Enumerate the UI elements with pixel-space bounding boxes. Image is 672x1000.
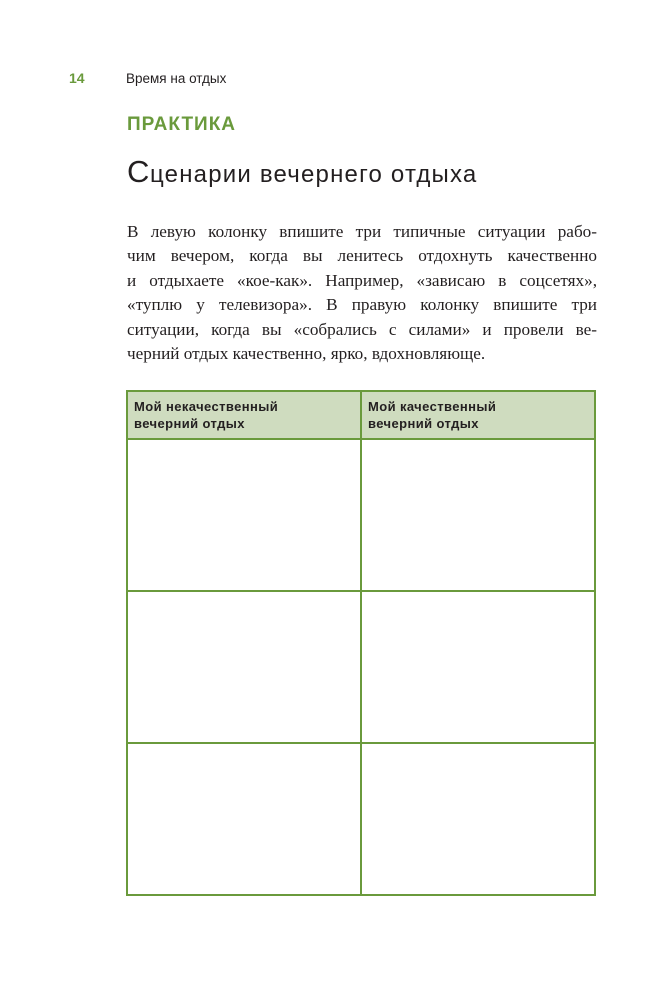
writing-area[interactable] — [128, 440, 360, 590]
answer-cell-quality-3[interactable] — [361, 743, 595, 895]
answer-cell-poor-2[interactable] — [127, 591, 361, 743]
header-quality-evening-rest — [361, 391, 595, 439]
page-title-initial: С — [127, 154, 150, 189]
section-label: ПРАКТИКА — [127, 114, 237, 135]
paragraph-line: чим вечером, когда вы ленитесь отдохнуть качественно — [127, 246, 597, 266]
header-line: вечерний отдых — [368, 416, 479, 431]
paragraph-line: ситуации, когда вы «собрались с силами» и провели ве- — [127, 319, 597, 339]
instructions-paragraph — [127, 220, 597, 366]
writing-area[interactable] — [128, 592, 360, 742]
table-row — [127, 439, 595, 591]
answer-cell-quality-2[interactable] — [361, 591, 595, 743]
page-number: 14 — [69, 70, 85, 86]
writing-area[interactable] — [362, 744, 594, 894]
page-title-rest: ценарии вечернего отдыха — [150, 161, 478, 188]
chapter-title: Время на отдых — [126, 70, 227, 86]
paragraph-line: и отдыхаете «кое-как». Например, «зависаю в соцсетях», — [127, 270, 597, 290]
writing-area[interactable] — [362, 592, 594, 742]
paragraph-line: черний отдых качественно, ярко, вдохновляюще. — [127, 344, 486, 364]
table-row — [127, 591, 595, 743]
worksheet-table — [126, 390, 596, 896]
page-title — [127, 152, 477, 195]
paragraph-line: В левую колонку впишите три типичные ситуации рабо- — [127, 222, 597, 241]
answer-cell-poor-3[interactable] — [127, 743, 361, 895]
answer-cell-poor-1[interactable] — [127, 439, 361, 591]
answer-cell-quality-1[interactable] — [361, 439, 595, 591]
header-line: вечерний отдых — [134, 416, 245, 431]
table-row — [127, 743, 595, 895]
writing-area[interactable] — [362, 440, 594, 590]
writing-area[interactable] — [128, 744, 360, 894]
header-line: Мой качественный — [368, 399, 497, 414]
paragraph-line: «туплю у телевизора». В правую колонку впишите три — [127, 295, 597, 315]
header-line: Мой некачественный — [134, 399, 279, 414]
header-poor-evening-rest — [127, 391, 361, 439]
worksheet-header-row — [127, 391, 595, 439]
running-head — [69, 68, 226, 88]
